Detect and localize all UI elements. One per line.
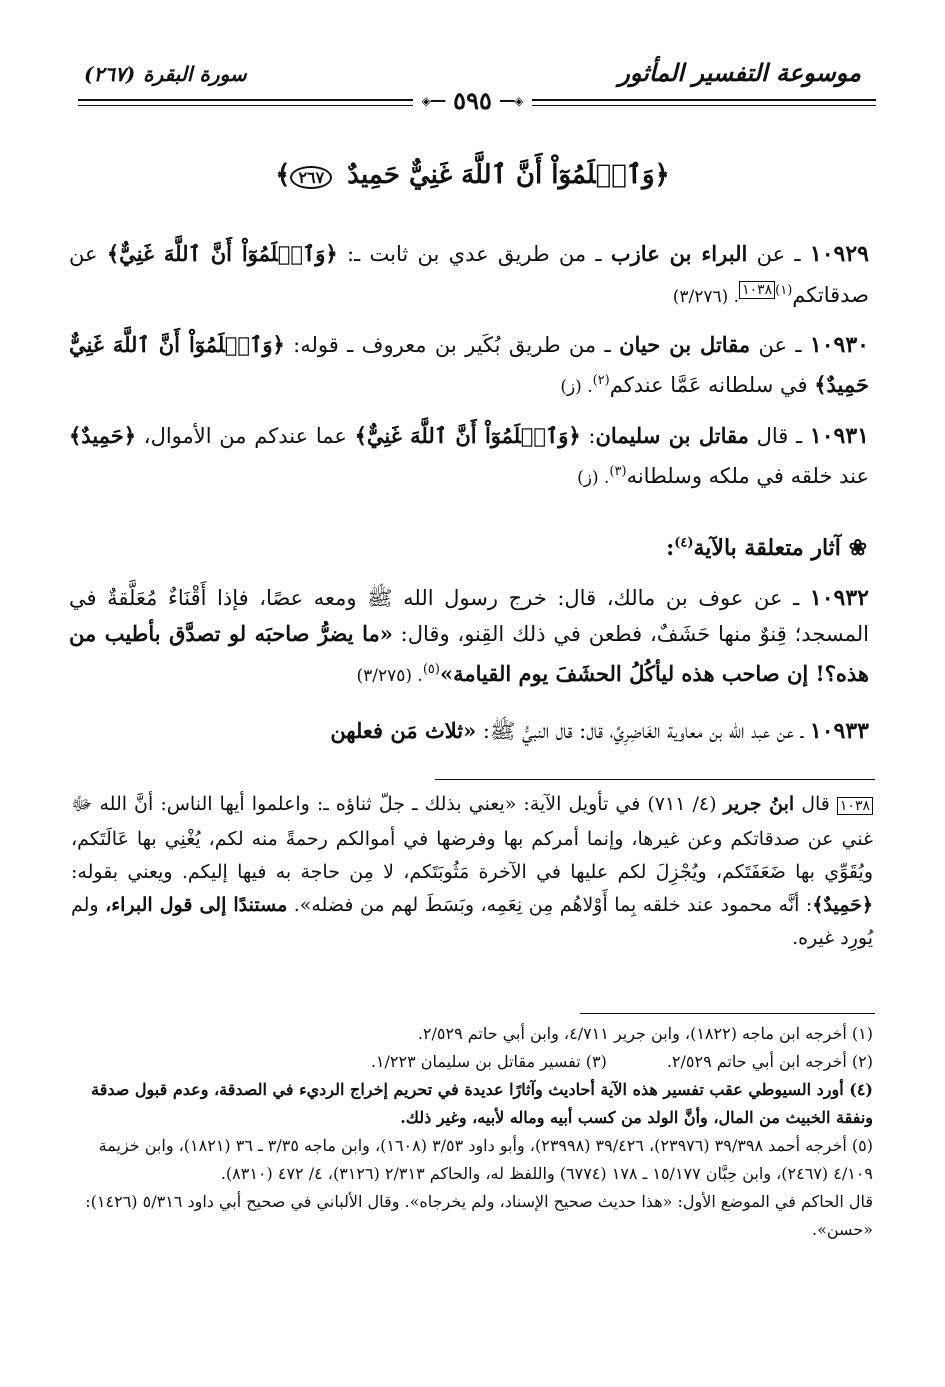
hadith-text: «ما يضرُّ صاحبَه لو تصدَّق بأطيب من هذه؟! إن صاحب هذه ليأكُلُ الحشَفَ يوم القيامة» <box>69 621 869 686</box>
surah-ayah: (٢٦٧) <box>84 62 136 86</box>
commentary-conclusion: مستندًا إلى قول البراء، <box>105 894 288 916</box>
entry-number: ١٠٩٣٢ <box>809 585 869 611</box>
footnote-ref: (٣) <box>609 464 627 479</box>
volume-ref: . (٣/٢٧٥) <box>356 666 423 686</box>
commentary-separator <box>435 779 875 780</box>
flower-icon: ❀ <box>840 535 867 561</box>
entry-number: ١٠٩٣١ <box>809 423 869 449</box>
ornament-icon: ◈━━ <box>499 93 524 108</box>
commentary-block: ١٠٣٨ قال ابنُ جرير (٤/ ٧١١) في تأويل الآية: «يعني بذلك ـ جلّ ثناؤه ـ: واعلموا أيها الناس: أنَّ الله ﷻ غني عن صدقاتكم وعن غيرها، وإنما أمركم بها وفرضها في أموالكم رحمةً منه لكم، يُغْنِي بها عَالَتَكم، ويُقَوِّي بها ضَعَفَتَكم، ويُجْزِلَ لكم عليها في الآخرة مَثُوبَتَكم، لا مِن حاجة به فيها إليكم. ويعني بقوله: ﴿حَمِيدٌ﴾: أنَّه محمود عند خلقه بِما أَوْلاهُم مِن نِعَمِه، وبَسَطَ لهم من فضله». مستندًا إلى قول البراء، ولم يُورِد غيره. <box>71 793 873 949</box>
quran-quote: ﴿وَٱعۡلَمُوٓاْ أَنَّ ٱللَّهَ غَنِيٌّ حَمِيدٌ﴾ <box>69 332 869 397</box>
footnote: (٢) أخرجه ابن أبي حاتم ٢/٥٢٩. <box>666 1052 873 1071</box>
narration-entry: ١٠٩٣٣ ـ عن عبد الله بن معاوية الغَاضِرِيِّ، قال: قال النبيُّ ﷺ: «ثلاث مَن فعلهن <box>330 718 869 744</box>
quran-quote: ﴿وَٱعۡلَمُوٓاْ أَنَّ ٱللَّهَ غَنِيٌّ﴾ <box>106 241 338 266</box>
page-number: ٥٩٥ <box>453 86 492 115</box>
quran-quote: ﴿وَٱعۡلَمُوٓاْ أَنَّ ٱللَّهَ غَنِيٌّ﴾ <box>354 423 581 448</box>
narrator-name: مقاتل بن حيان <box>619 332 751 357</box>
quran-quote: ﴿حَمِيدٌ﴾ <box>812 894 873 916</box>
surah-name: سورة البقرة <box>143 62 247 86</box>
volume-ref: . (٣/٢٧٦) <box>672 287 740 307</box>
quran-quote: ﴿حَمِيدٌ﴾ <box>69 423 137 448</box>
entry-number: ١٠٩٣٠ <box>809 332 869 358</box>
page-number-box <box>413 86 531 115</box>
narrator-name: مقاتل بن سليمان <box>595 423 749 448</box>
footnote-separator <box>580 1013 875 1014</box>
verse-heading: ﴿وَٱعۡلَمُوٓاْ أَنَّ ٱللَّهَ غَنِيٌّ حَمِيدٌ ٢٦٧﴾ <box>275 160 670 190</box>
verse-text: ﴿وَٱعۡلَمُوٓاْ أَنَّ ٱللَّهَ غَنِيٌّ حَمِيدٌ <box>347 160 670 190</box>
commentary-number: ١٠٣٨ <box>837 797 873 815</box>
narration-entry: ١٠٩٣٠ ـ عن مقاتل بن حيان ـ من طريق بُكَير بن معروف ـ قوله: ﴿وَٱعۡلَمُوٓاْ أَنَّ ٱللَّهَ غَنِيٌّ حَمِيدٌ﴾ في سلطانه عَمَّا عندكم$^{(٢)}$. (ز) <box>69 332 869 397</box>
entry-number: ١٠٩٣٣ <box>809 718 869 744</box>
section-title: ❀ آثار متعلقة بالآية$^{(٤)}$: <box>666 535 867 561</box>
volume-ref: . (ز) <box>577 468 610 488</box>
narration-entry: ١٠٩٢٩ ـ عن البراء بن عازب ـ من طريق عدي بن ثابت ـ: ﴿وَٱعۡلَمُوٓاْ أَنَّ ٱللَّهَ غَنِيٌّ﴾ عن صدقاتكم$^{(١)١٠٣٨}$. (٣/٢٧٦) <box>69 241 869 307</box>
book-title: موسوعة التفسير المأثور <box>618 58 861 87</box>
footnote: (٤) أورد السيوطي عقب تفسير هذه الآية أحاديث وآثارًا عديدة في تحريم إخراج الرديء في الصدقة، وعدم قبول صدقة ونفقة الخبيث من المال، وأنَّ الولد من كسب أبيه وماله لأبيه، وغير ذلك. <box>91 1080 873 1127</box>
ayah-number-icon: ٢٦٧ <box>290 166 332 189</box>
footnote: (١) أخرجه ابن ماجه (١٨٢٢)، وابن جرير ٤/٧١١، وابن أبي حاتم ٢/٥٢٩. <box>417 1024 873 1043</box>
footnote: (٥) أخرجه أحمد ٣٩/٣٩٨ (٢٣٩٧٦)، ٣٩/٤٢٦ (٢٣٩٩٨)، وأبو داود ٣/٥٣ (١٦٠٨)، وابن ماجه ٣/٣٥ ـ ٣٦ (١٨٢١)، وابن خزيمة ٤/١٠٩ (٢٤٦٧)، وابن حِبَّان ١٥/١٧٧ ـ ١٧٨ (٦٧٧٤) واللفظ له، والحاكم ٢/٣١٣ (٣١٢٦)، ٤/ ٤٧٢ (٨٣١٠). <box>98 1136 873 1183</box>
volume-ref: . (ز) <box>560 377 593 397</box>
commentary-author: ابنُ جرير <box>723 793 795 815</box>
footnote-ref: (٢) <box>592 373 610 388</box>
footnote: (٣) تفسير مقاتل بن سليمان ١/٢٢٣. <box>370 1052 607 1071</box>
footnote-ref: (٥) <box>422 662 440 677</box>
commentary-ref: ١٠٣٨ <box>739 281 775 299</box>
hadith-text: «ثلاث مَن فعلهن <box>330 718 477 743</box>
ornament-icon: ━━◈ <box>421 93 446 108</box>
entry-number: ١٠٩٢٩ <box>809 241 869 267</box>
footnote-ref: (٤) <box>674 535 694 551</box>
footnote: قال الحاكم في الموضع الأول: «هذا حديث صحيح الإسناد، ولم يخرجاه». وقال الألباني في صحيح أبي داود ٥/٣١٦ (١٤٢٦): «حسن». <box>85 1192 873 1239</box>
narrator-name: البراء بن عازب <box>610 241 748 266</box>
narration-entry: ١٠٩٣١ ـ قال مقاتل بن سليمان: ﴿وَٱعۡلَمُوٓاْ أَنَّ ٱللَّهَ غَنِيٌّ﴾ عما عندكم من الأموال، ﴿حَمِيدٌ﴾ عند خلقه في ملكه وسلطانه$^{(٣)}$. (ز) <box>69 423 869 488</box>
narration-entry: ١٠٩٣٢ ـ عن عوف بن مالك، قال: خرج رسول الله ﷺ ومعه عصًا، فإذا أَقْنَاءٌ مُعَلَّقةٌ في المسجد؛ قِنوٌ منها حَشَفٌ، فطعن في ذلك القِنو، وقال: «ما يضرُّ صاحبَه لو تصدَّق بأطيب من هذه؟! إن صاحب هذه ليأكُلُ الحشَفَ يوم القيامة»$^{(٥)}$. (٣/٢٧٥) <box>69 585 869 686</box>
footnotes <box>71 1020 873 1244</box>
surah-header <box>84 62 247 86</box>
footnote-ref: (١) <box>775 283 793 298</box>
